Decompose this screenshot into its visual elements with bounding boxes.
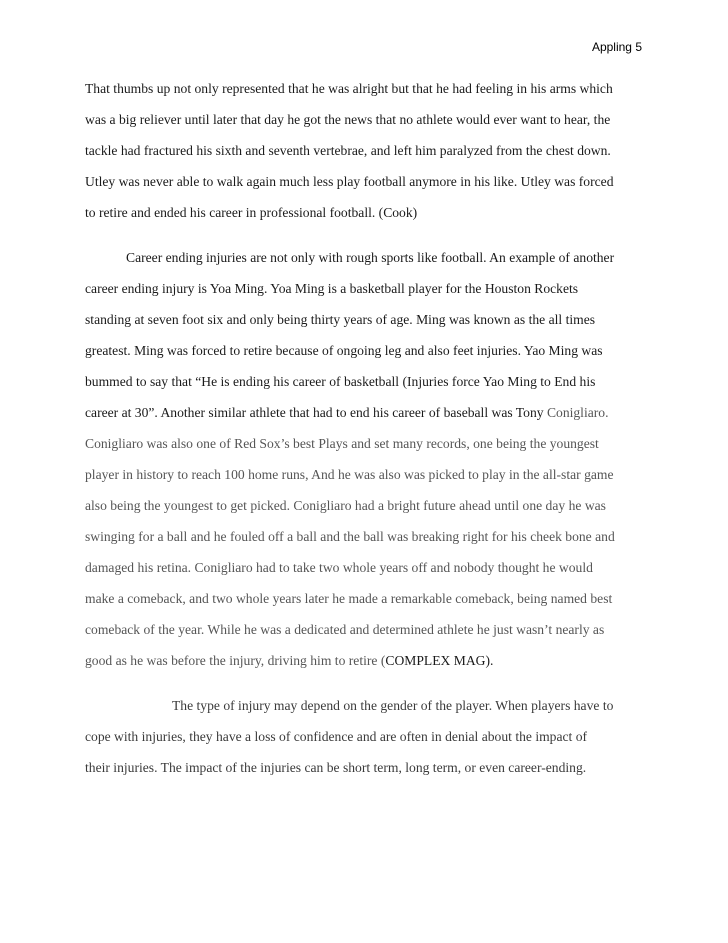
text-line: make a comeback, and two whole years later he made a remarkable comeback, being named best	[85, 591, 613, 606]
text-line: player in history to reach 100 home runs, And he was also was picked to play in the all-star game	[85, 467, 614, 482]
text-line: greatest. Ming was forced to retire because of ongoing leg and also feet injuries. Yao Ming was	[85, 343, 603, 358]
paragraph-spacer	[85, 235, 645, 249]
text-line: also being the youngest to get picked. Conigliaro had a bright future ahead until one day he was	[85, 498, 606, 513]
paragraph-2	[85, 249, 645, 683]
text-line	[85, 404, 645, 435]
text-run: good as he was before the injury, driving him to retire (	[85, 653, 386, 668]
text-run: career at 30”. Another similar athlete that had to end his career of baseball was Tony	[85, 405, 547, 420]
text-line: career ending injury is Yoa Ming. Yoa Ming is a basketball player for the Houston Rockets	[85, 281, 579, 296]
paragraph-1	[85, 80, 645, 235]
text-line: bummed to say that “He is ending his career of basketball (Injuries force Yao Ming to End his	[85, 374, 596, 389]
text-line: their injuries. The impact of the injuries can be short term, long term, or even career-ending.	[85, 760, 587, 775]
text-line: comeback of the year. While he was a dedicated and determined athlete he just wasn’t nearly as	[85, 622, 605, 637]
page-header	[592, 40, 642, 54]
text-run: ).	[485, 653, 494, 668]
athlete-name-conigliaro: Conigliaro.	[546, 405, 609, 420]
document-body	[85, 80, 645, 790]
text-line: to retire and ended his career in professional football. (Cook)	[85, 205, 418, 220]
paragraph-3	[85, 697, 645, 790]
citation-complex-mag: COMPLEX MAG	[385, 653, 486, 668]
text-line: swinging for a ball and he fouled off a ball and the ball was breaking right for his cheek bone and	[85, 529, 615, 544]
text-line: tackle had fractured his sixth and seventh vertebrae, and left him paralyzed from the chest down.	[85, 143, 611, 158]
text-line: standing at seven foot six and only being thirty years of age. Ming was known as the all times	[85, 312, 596, 327]
text-line: Utley was never able to walk again much less play football anymore in his like. Utley was forced	[85, 174, 614, 189]
text-line: The type of injury may depend on the gender of the player. When players have to	[172, 698, 614, 713]
text-line	[85, 652, 645, 683]
running-head-page-number: Appling 5	[591, 40, 642, 54]
text-line: Conigliaro was also one of Red Sox’s best Plays and set many records, one being the youngest	[85, 436, 599, 451]
text-line: That thumbs up not only represented that he was alright but that he had feeling in his arms which	[85, 81, 613, 96]
text-line: was a big reliever until later that day he got the news that no athlete would ever want to hear, the	[85, 112, 611, 127]
text-line: cope with injuries, they have a loss of confidence and are often in denial about the impact of	[85, 729, 588, 744]
text-line: damaged his retina. Conigliaro had to take two whole years off and nobody thought he would	[85, 560, 593, 575]
paragraph-spacer	[85, 683, 645, 697]
text-line: Career ending injuries are not only with rough sports like football. An example of another	[126, 250, 615, 265]
